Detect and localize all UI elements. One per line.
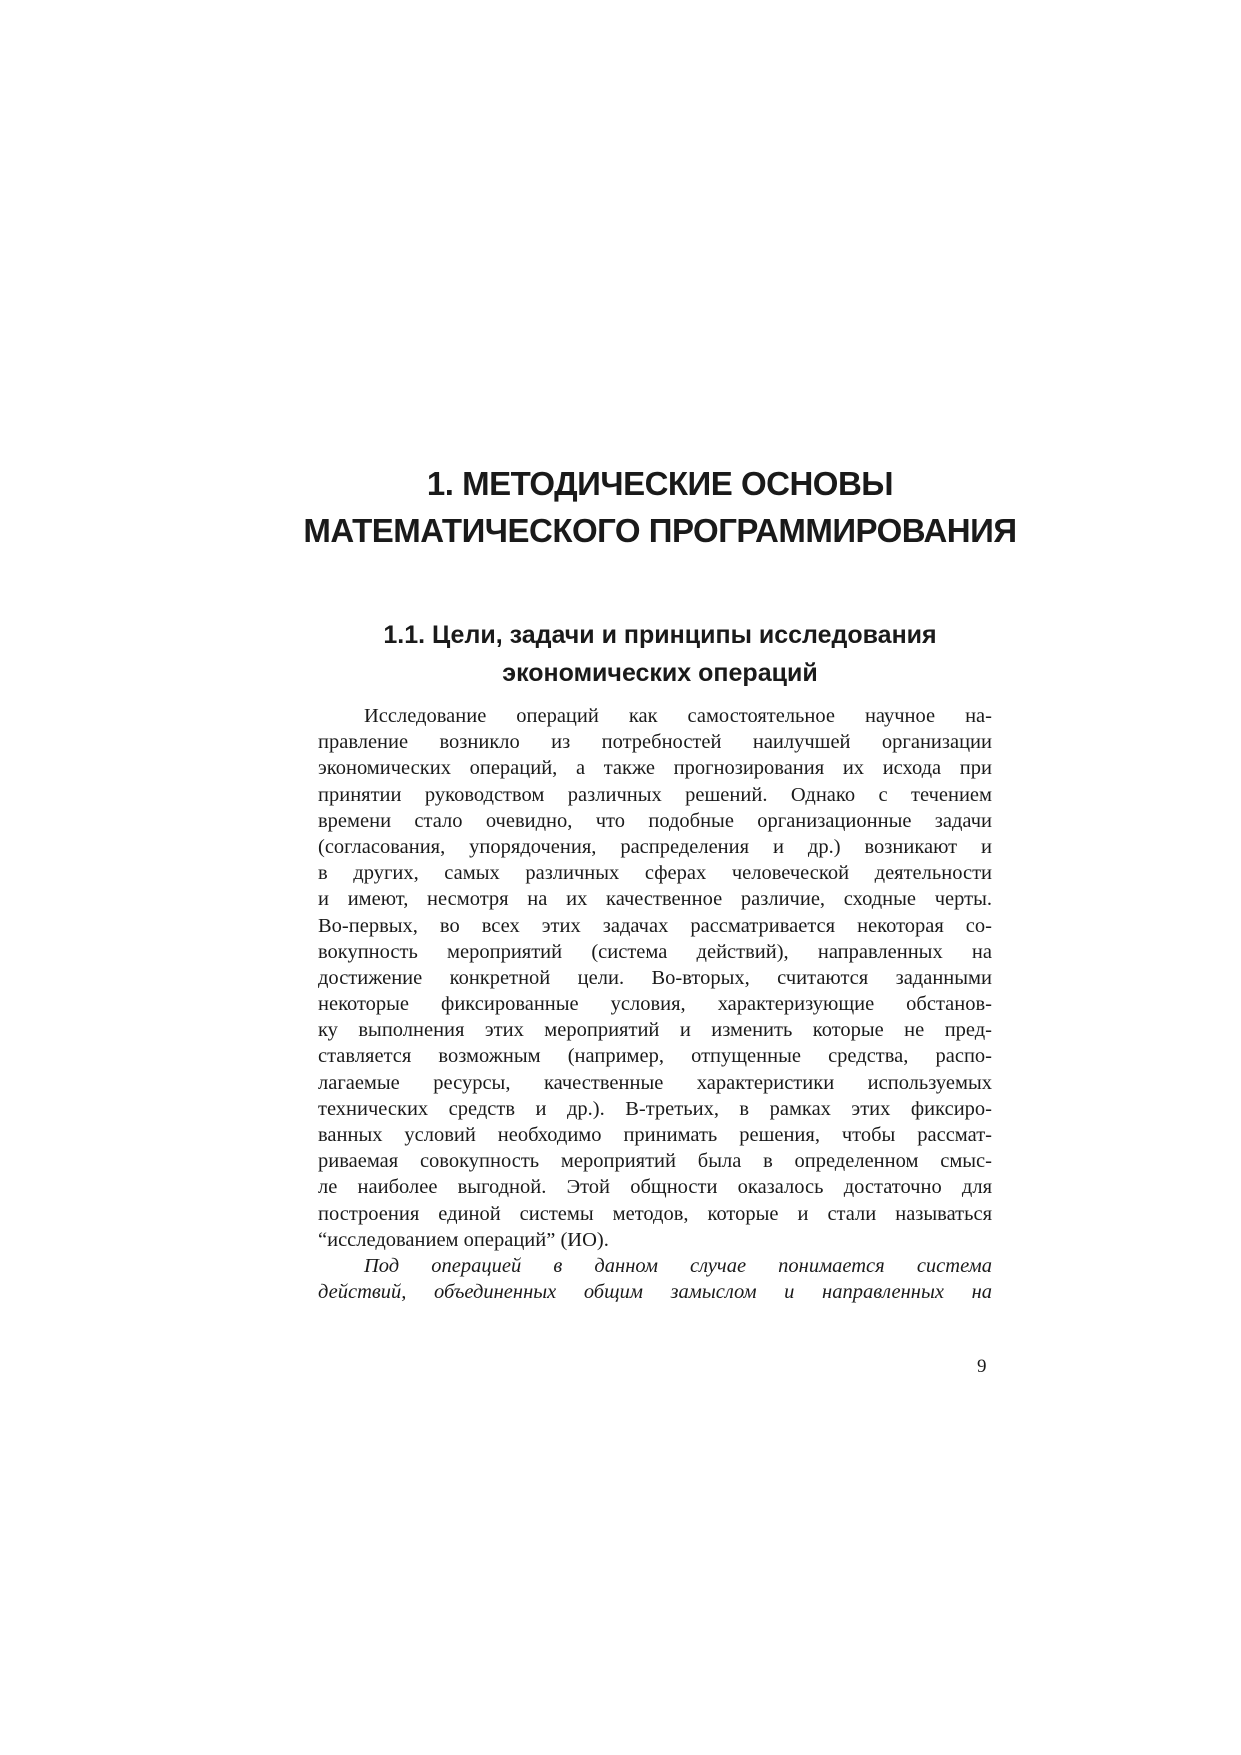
body-text bbox=[318, 703, 992, 1305]
text-line: времени стало очевидно, что подобные организационные задачи bbox=[318, 809, 992, 832]
text-line: ку выполнения этих мероприятий и изменить которые не пред- bbox=[318, 1019, 992, 1042]
text-line: риваемая совокупность мероприятий была в определенном смыс- bbox=[318, 1150, 992, 1173]
text-line: экономических операций, а также прогнозирования их исхода при bbox=[318, 757, 992, 780]
paragraph-1 bbox=[318, 703, 992, 1253]
text-line: ле наиболее выгодной. Этой общности оказалось достаточно для bbox=[318, 1176, 992, 1199]
section-title bbox=[320, 616, 1000, 692]
text-line: вокупность мероприятий (система действий), направленных на bbox=[318, 940, 992, 963]
text-line: действий, объединенных общим замыслом и направленных на bbox=[318, 1281, 992, 1304]
text-line: ванных условий необходимо принимать решения, чтобы рассмат- bbox=[318, 1124, 992, 1146]
paragraph-2 bbox=[318, 1253, 992, 1305]
text-line: Исследование операций как самостоятельное научное на- bbox=[364, 705, 992, 727]
text-line: некоторые фиксированные условия, характеризующие обстанов- bbox=[318, 993, 992, 1016]
text-line: правление возникло из потребностей наилучшей организации bbox=[318, 731, 992, 754]
chapter-title bbox=[300, 460, 1020, 554]
text-line: (согласования, упорядочения, распределения и др.) возникают и bbox=[318, 835, 992, 858]
text-line: Под операцией в данном случае понимается система bbox=[364, 1254, 992, 1277]
page-number: 9 bbox=[977, 1356, 987, 1377]
chapter-title-line-2: МАТЕМАТИЧЕСКОГО ПРОГРАММИРОВАНИЯ bbox=[303, 512, 1017, 549]
text-line: принятии руководством различных решений. Однако с течением bbox=[318, 783, 992, 806]
text-line: достижение конкретной цели. Во-вторых, считаются заданными bbox=[318, 966, 992, 989]
text-line: ставляется возможным (например, отпущенные средства, распо- bbox=[318, 1045, 992, 1068]
text-line: технических средств и др.). В-третьих, в рамках этих фиксиро- bbox=[318, 1097, 992, 1120]
chapter-title-line-1: 1. МЕТОДИЧЕСКИЕ ОСНОВЫ bbox=[426, 465, 894, 502]
section-title-line-1: 1.1. Цели, задачи и принципы исследования bbox=[383, 621, 937, 649]
text-line: “исследованием операций” (ИО). bbox=[318, 1228, 609, 1251]
text-line: и имеют, несмотря на их качественное различие, сходные черты. bbox=[318, 888, 992, 911]
text-line: Во-первых, во всех этих задачах рассматривается некоторая со- bbox=[318, 914, 992, 937]
section-title-line-2: экономических операций bbox=[502, 659, 818, 687]
text-line: лагаемые ресурсы, качественные характеристики используемых bbox=[318, 1071, 992, 1094]
text-line: построения единой системы методов, которые и стали называться bbox=[318, 1202, 992, 1225]
text-line: в других, самых различных сферах человеческой деятельности bbox=[318, 862, 992, 885]
